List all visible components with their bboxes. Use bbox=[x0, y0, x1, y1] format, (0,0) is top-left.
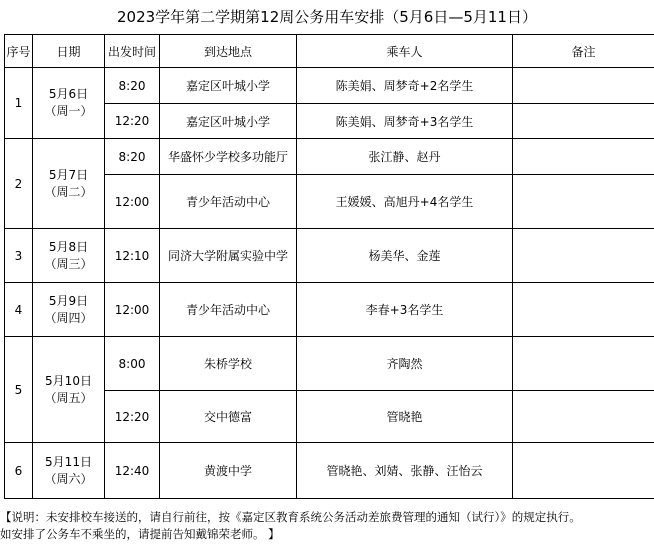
header-destination: 到达地点 bbox=[160, 35, 297, 68]
weekday-text: （周一） bbox=[44, 104, 93, 118]
trip-passengers: 杨美华、金莲 bbox=[297, 229, 513, 283]
trip-passengers: 管晓艳 bbox=[297, 391, 513, 443]
trip-destination: 青少年活动中心 bbox=[160, 175, 297, 229]
row-no: 6 bbox=[5, 443, 33, 499]
header-date: 日期 bbox=[33, 35, 105, 68]
weekday-text: （周三） bbox=[44, 256, 93, 271]
date-text: 5月10日 bbox=[45, 373, 92, 388]
trip-remark bbox=[513, 337, 654, 391]
header-remark: 备注 bbox=[513, 35, 654, 68]
trip-remark bbox=[513, 391, 654, 443]
header-passengers: 乘车人 bbox=[297, 35, 513, 68]
footnote bbox=[0, 509, 654, 543]
date-text: 5月8日 bbox=[48, 239, 89, 254]
row-date bbox=[33, 283, 105, 337]
trip-time: 12:40 bbox=[105, 443, 160, 499]
trip-remark bbox=[513, 283, 654, 337]
table-row bbox=[5, 337, 654, 391]
trip-passengers: 张江静、赵丹 bbox=[297, 139, 513, 175]
trip-destination: 嘉定区叶城小学 bbox=[160, 104, 297, 139]
row-no: 2 bbox=[5, 139, 33, 229]
trip-passengers: 王媛媛、高旭丹+4名学生 bbox=[297, 175, 513, 229]
trip-remark bbox=[513, 443, 654, 499]
footnote-line-1: 【说明：未安排校车接送的，请自行前往，按《嘉定区教育系统公务活动差旅费管理的通知（试行）》的规定执行。 bbox=[0, 510, 581, 524]
date-text: 5月9日 bbox=[48, 293, 89, 308]
table-row bbox=[5, 283, 654, 337]
row-date bbox=[33, 68, 105, 139]
date-text: 5月7日 bbox=[48, 167, 89, 182]
row-date bbox=[33, 443, 105, 499]
trip-time: 8:20 bbox=[105, 68, 160, 104]
trip-time: 12:10 bbox=[105, 229, 160, 283]
trip-remark bbox=[513, 229, 654, 283]
trip-passengers: 陈美娟、周梦奇+2名学生 bbox=[297, 68, 513, 104]
trip-passengers: 管晓艳、刘婧、张静、汪怡云 bbox=[297, 443, 513, 499]
trip-time: 8:20 bbox=[105, 139, 160, 175]
trip-passengers: 陈美娟、周梦奇+3名学生 bbox=[297, 104, 513, 139]
trip-destination: 同济大学附属实验中学 bbox=[160, 229, 297, 283]
trip-time: 8:00 bbox=[105, 337, 160, 391]
trip-time: 12:00 bbox=[105, 283, 160, 337]
table-row bbox=[5, 229, 654, 283]
trip-remark bbox=[513, 68, 654, 104]
trip-passengers: 李春+3名学生 bbox=[297, 283, 513, 337]
weekday-text: （周六） bbox=[44, 471, 93, 486]
trip-destination: 华盛怀少学校多功能厅 bbox=[160, 139, 297, 175]
trip-passengers: 齐陶然 bbox=[297, 337, 513, 391]
table-row bbox=[5, 139, 654, 175]
date-text: 5月11日 bbox=[45, 454, 92, 469]
trip-remark bbox=[513, 175, 654, 229]
weekday-text: （周五） bbox=[44, 390, 93, 405]
row-no: 4 bbox=[5, 283, 33, 337]
row-date bbox=[33, 139, 105, 229]
header-row bbox=[5, 35, 654, 68]
weekday-text: （周二） bbox=[44, 184, 93, 199]
weekday-text: （周四） bbox=[44, 310, 93, 325]
trip-remark bbox=[513, 139, 654, 175]
row-no: 5 bbox=[5, 337, 33, 443]
trip-destination: 黄渡中学 bbox=[160, 443, 297, 499]
trip-time: 12:20 bbox=[105, 104, 160, 139]
trip-destination: 交中德富 bbox=[160, 391, 297, 443]
trip-time: 12:20 bbox=[105, 391, 160, 443]
header-time: 出发时间 bbox=[105, 35, 160, 68]
trip-destination: 嘉定区叶城小学 bbox=[160, 68, 297, 104]
row-date bbox=[33, 337, 105, 443]
trip-destination: 朱桥学校 bbox=[160, 337, 297, 391]
table-row bbox=[5, 443, 654, 499]
table-row bbox=[5, 68, 654, 104]
trip-time: 12:00 bbox=[105, 175, 160, 229]
trip-destination: 青少年活动中心 bbox=[160, 283, 297, 337]
page-title: 2023学年第二学期第12周公务用车安排（5月6日—5月11日） bbox=[117, 8, 537, 26]
row-no: 3 bbox=[5, 229, 33, 283]
row-date bbox=[33, 229, 105, 283]
header-no: 序号 bbox=[5, 35, 33, 68]
footnote-line-2: 如安排了公务车不乘坐的，请提前告知戴锦荣老师。 】 bbox=[0, 527, 280, 541]
date-text: 5月6日 bbox=[48, 87, 89, 101]
row-no: 1 bbox=[5, 68, 33, 139]
trip-remark bbox=[513, 104, 654, 139]
schedule-table bbox=[4, 34, 654, 499]
